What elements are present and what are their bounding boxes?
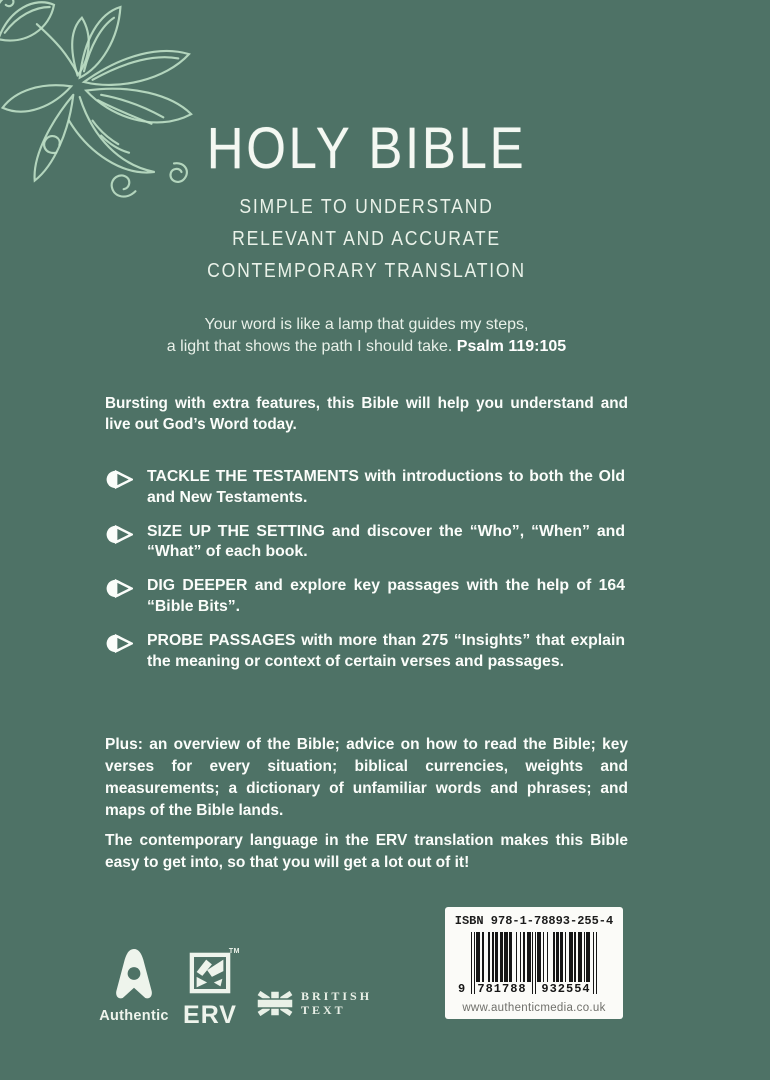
- verse-line-1: Your word is like a lamp that guides my steps,: [204, 316, 529, 333]
- bullet-arrow-icon: [105, 524, 133, 545]
- authentic-a-icon: [114, 948, 154, 1001]
- barcode-bars: [458, 932, 597, 996]
- feature-list: [105, 467, 625, 685]
- feature-text: with introductions to both the Old and New Testaments.: [147, 468, 625, 506]
- british-text-label: BRITISH TEXT: [301, 989, 373, 1017]
- list-item: [105, 631, 625, 673]
- authentic-label: Authentic: [99, 1008, 169, 1024]
- verse-reference: Psalm 119:105: [456, 338, 567, 355]
- verse-line-2-text: a light that shows the path I should take.: [166, 338, 453, 355]
- intro-paragraph: Bursting with extra features, this Bible will help you understand and live out God’s Word today.: [105, 395, 628, 433]
- subtitle-line: SIMPLE TO UNDERSTAND: [239, 196, 494, 218]
- publisher-website: www.authenticmedia.co.uk: [462, 1002, 606, 1014]
- list-item: [105, 576, 625, 618]
- subtitle-line: CONTEMPORARY TRANSLATION: [207, 260, 526, 282]
- isbn-barcode-panel: [445, 907, 623, 1019]
- erv-publisher-logo: [183, 948, 240, 1029]
- ean-digit-left: 9: [458, 982, 466, 996]
- subtitle-block: [136, 191, 596, 287]
- list-item: [105, 522, 625, 564]
- ean-digit-group2: 932554: [541, 982, 591, 996]
- feature-text: with more than 275 “Insights” that explain the meaning or context of certain verses and passages.: [147, 631, 625, 670]
- bullet-arrow-icon: [105, 633, 133, 654]
- trademark-mark: TM: [228, 948, 240, 955]
- verse-line-2: [105, 336, 628, 358]
- union-jack-icon: [257, 991, 293, 1016]
- feature-heading: TACKLE THE TESTAMENTS: [147, 468, 359, 485]
- feature-heading: SIZE UP THE SETTING: [147, 522, 325, 540]
- list-item: [105, 467, 625, 509]
- erv-handshake-icon: [189, 948, 240, 999]
- erv-handshake-art: [189, 952, 231, 994]
- feature-text: and discover the “Who”, “When” and “What” of each book.: [147, 522, 625, 561]
- isbn-number: ISBN 978-1-78893-255-4: [454, 914, 614, 928]
- subtitle-line: RELEVANT AND ACCURATE: [232, 228, 501, 250]
- verse-quote: [105, 314, 628, 358]
- authentic-publisher-logo: [96, 948, 172, 1024]
- erv-label: ERV: [183, 1001, 237, 1029]
- bullet-arrow-icon: [105, 578, 133, 599]
- british-text-logo: [257, 989, 372, 1017]
- barcode-bar: [596, 932, 597, 994]
- bullet-arrow-icon: [105, 469, 133, 490]
- plus-paragraph: Plus: an overview of the Bible; advice on how to read the Bible; key verses for every situation; biblical currencies, weights and measurements; a dictionary of unfamiliar words and phrases; and maps of the Bible lands.: [105, 736, 628, 819]
- ean-digit-group1: 781788: [477, 982, 527, 996]
- feature-text: and explore key passages with the help of 164 “Bible Bits”.: [147, 577, 625, 615]
- book-title: HOLY BIBLE: [206, 116, 527, 181]
- feature-heading: DIG DEEPER: [147, 577, 248, 595]
- closing-paragraph: The contemporary language in the ERV translation makes this Bible easy to get into, so that you will get a lot out of it!: [105, 832, 628, 871]
- header-block: [136, 118, 596, 287]
- feature-heading: PROBE PASSAGES: [147, 631, 296, 649]
